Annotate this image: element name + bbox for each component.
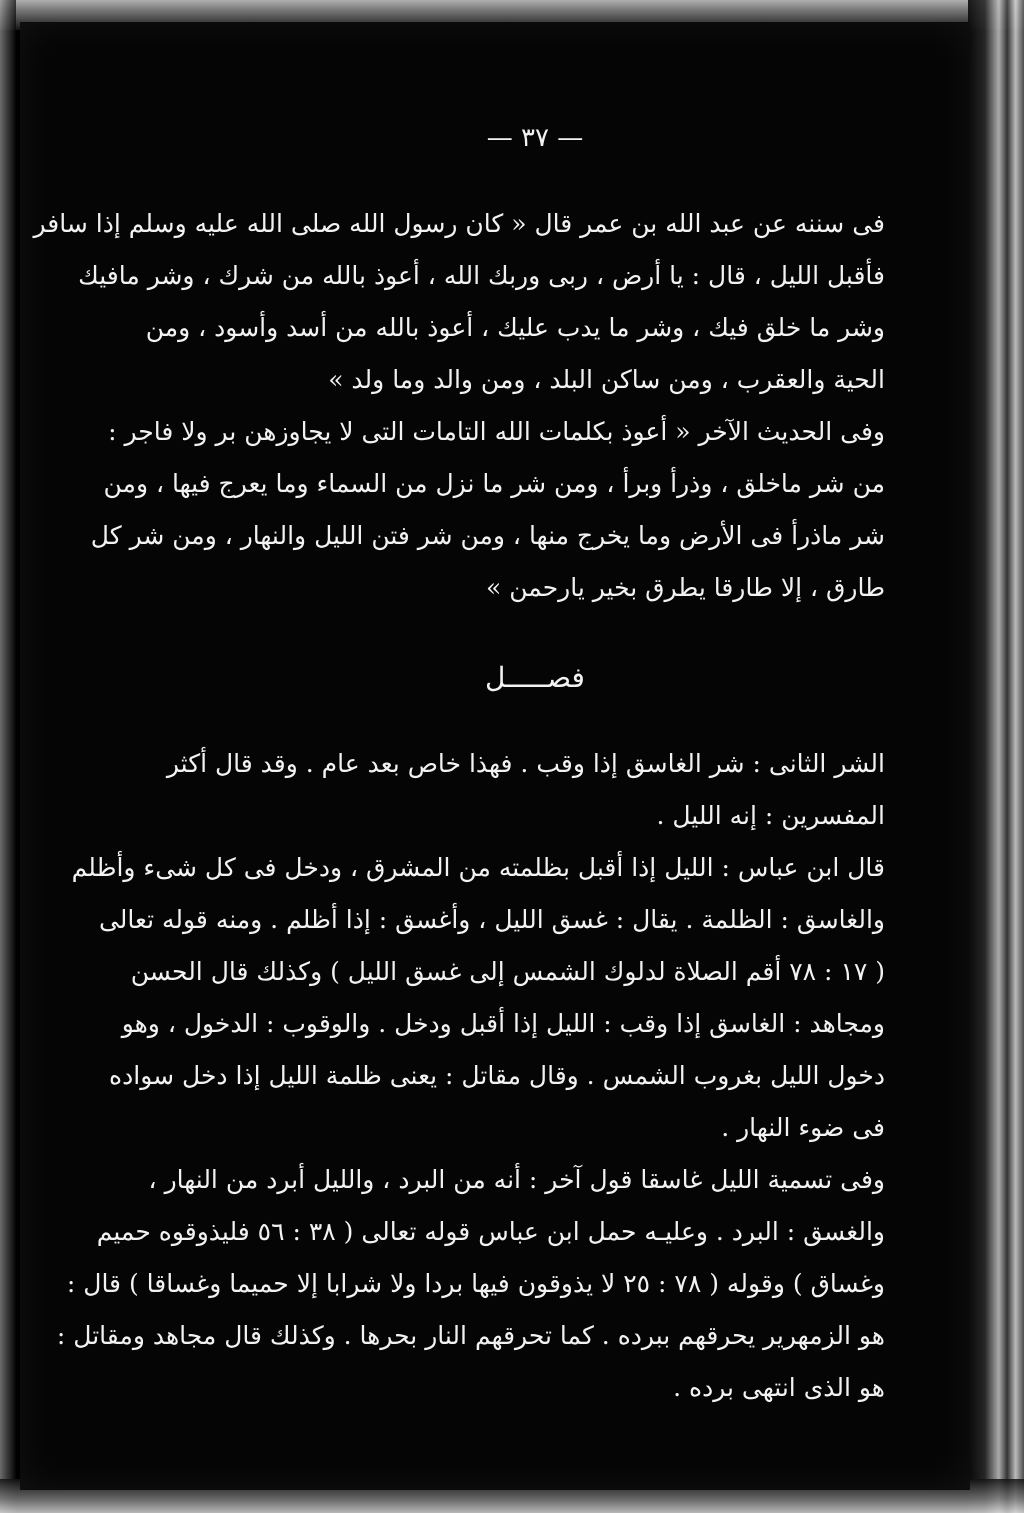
page-number: — ٣٧ — bbox=[486, 123, 584, 153]
text-line: وشر ما خلق فيك ، وشر ما يدب عليك ، أعوذ بالله من أسد وأسود ، ومن bbox=[145, 313, 885, 342]
text-line: شر ماذرأ فى الأرض وما يخرج منها ، ومن شر فتن الليل والنهار ، ومن شر كل bbox=[90, 521, 885, 550]
paragraph-group-before bbox=[33, 198, 885, 614]
text-line: والغاسق : الظلمة . يقال : غسق الليل ، وأغسق : إذا أظلم . ومنه قوله تعالى bbox=[98, 905, 885, 934]
page-text-block bbox=[33, 118, 885, 1414]
text-line: طارق ، إلا طارقا يطرق بخير يارحمن » bbox=[485, 573, 885, 602]
paragraph-group-after bbox=[56, 738, 885, 1414]
scan-edge-right bbox=[968, 0, 1024, 1513]
text-line: الحية والعقرب ، ومن ساكن البلد ، ومن والد وما ولد » bbox=[328, 365, 885, 394]
text-line: وغساق ) وقوله ( ٧٨ : ٢٥ لا يذوقون فيها بردا ولا شرابا إلا حميما وغساقا ) قال : bbox=[66, 1269, 885, 1298]
text-line: قال ابن عباس : الليل إذا أقبل بظلمته من المشرق ، ودخل فى كل شىء وأظلم bbox=[71, 853, 885, 882]
text-line: من شر ماخلق ، وذرأ وبرأ ، ومن شر ما نزل من السماء وما يعرج فيها ، ومن bbox=[103, 469, 885, 498]
text-line: دخول الليل بغروب الشمس . وقال مقاتل : يعنى ظلمة الليل إذا دخل سواده bbox=[109, 1061, 885, 1090]
text-line: والغسق : البرد . وعليـه حمل ابن عباس قوله تعالى ( ٣٨ : ٥٦ فليذوقوه حميم bbox=[96, 1217, 885, 1246]
text-line: الشر الثانى : شر الغاسق إذا وقب . فهذا خاص بعد عام . وقد قال أكثر bbox=[166, 749, 885, 778]
text-line: فى سننه عن عبد الله بن عمر قال « كان رسول الله صلى الله عليه وسلم إذا سافر bbox=[33, 209, 885, 238]
text-line: وفى تسمية الليل غاسقا قول آخر : أنه من البرد ، والليل أبرد من النهار ، bbox=[148, 1165, 885, 1194]
text-line: هو الزمهرير يحرقهم ببرده . كما تحرقهم النار بحرها . وكذلك قال مجاهد ومقاتل : bbox=[56, 1321, 885, 1350]
text-line: فى ضوء النهار . bbox=[721, 1113, 885, 1142]
text-line: المفسرين : إنه الليل . bbox=[656, 801, 885, 830]
scan-edge-left bbox=[0, 0, 16, 1513]
text-line: ومجاهد : الغاسق إذا وقب : الليل إذا أقبل ودخل . والوقوب : الدخول ، وهو bbox=[121, 1009, 885, 1038]
text-line: فأقبل الليل ، قال : يا أرض ، ربى وربك الله ، أعوذ بالله من شرك ، وشر مافيك bbox=[78, 261, 885, 290]
section-heading: فصـــــل bbox=[485, 661, 585, 694]
text-line: ( ١٧ : ٧٨ أقم الصلاة لدلوك الشمس إلى غسق الليل ) وكذلك قال الحسن bbox=[130, 957, 885, 986]
text-line: وفى الحديث الآخر « أعوذ بكلمات الله التامات التى لا يجاوزهن بر ولا فاجر : bbox=[108, 417, 885, 446]
text-line: هو الذى انتهى برده . bbox=[673, 1373, 885, 1402]
